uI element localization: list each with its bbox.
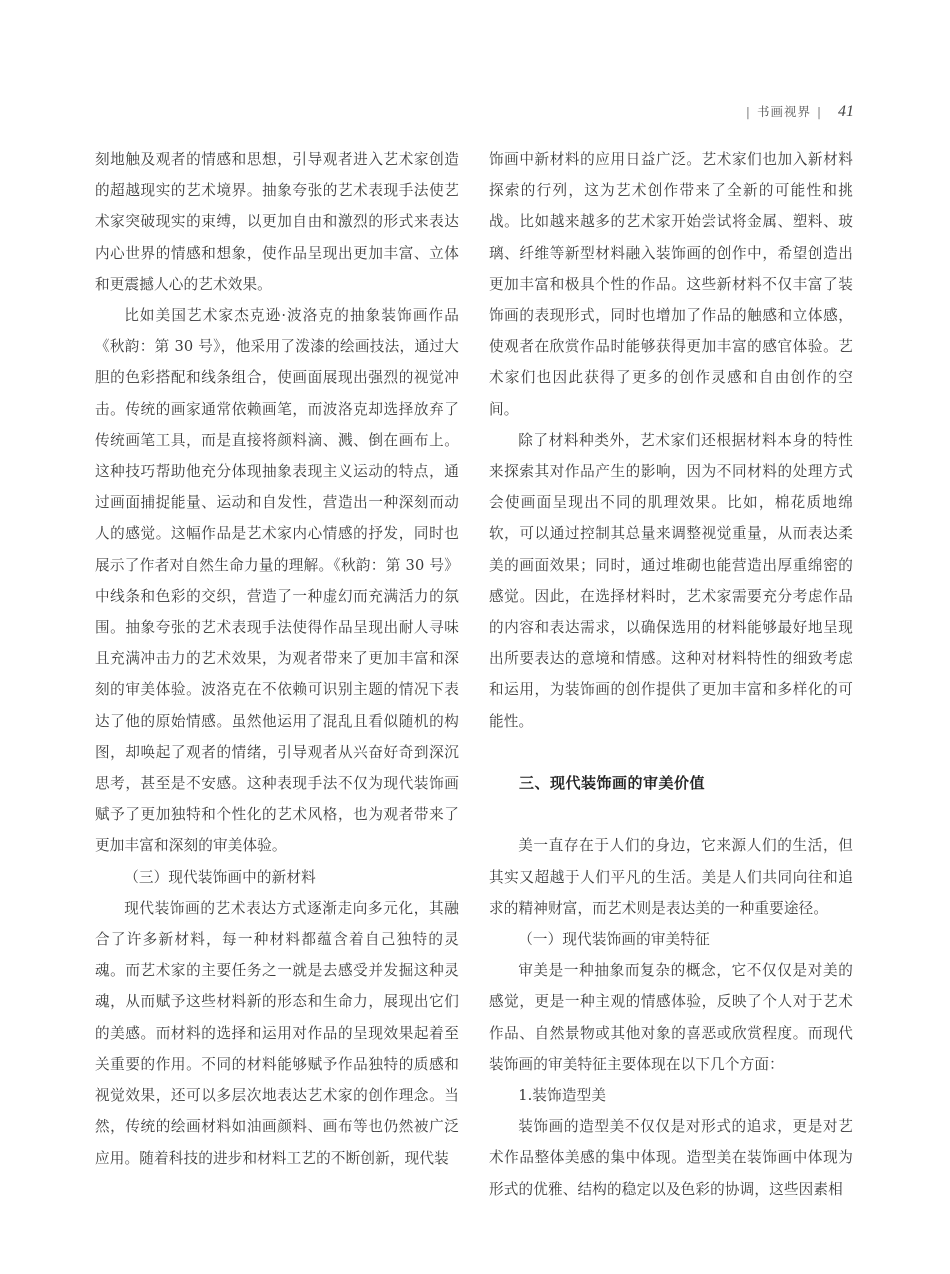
left-subheading-new-materials: （三）现代装饰画中的新材料 <box>124 868 316 886</box>
heading-spacer-bottom <box>489 799 853 830</box>
right-column <box>489 144 853 1205</box>
page-number: 41 <box>838 103 854 120</box>
left-column <box>95 144 459 1174</box>
running-header <box>746 102 854 121</box>
header-left-bar: | <box>745 105 751 119</box>
right-paragraph-1: 饰画中新材料的应用日益广泛。艺术家们也加入新材料探索的行列，这为艺术创作带来了全新的可能性和挑战。比如越来越多的艺术家开始尝试将金属、塑料、玻璃、纤维等新型材料融入装饰画的创作中，希望创造出更加丰富和极具个性的作品。这些新材料不仅丰富了装饰画的表现形式，同时也增加了作品的触感和立体感，使观者在欣赏作品时能够获得更加丰富的感官体验。艺术家们也因此获得了更多的创作灵感和自由创作的空间。 <box>489 151 853 418</box>
heading-spacer-top <box>489 737 853 768</box>
left-paragraph-3: 现代装饰画的艺术表达方式逐渐走向多元化，其融合了许多新材料，每一种材料都蕴含着自己独特的灵魂。而艺术家的主要任务之一就是去感受并发掘这种灵魂，从而赋予这些材料新的形态和生命力，展现出它们的美感。而材料的选择和运用对作品的呈现效果起着至关重要的作用。不同的材料能够赋予作品独特的质感和视觉效果，还可以多层次地表达艺术家的创作理念。当然，传统的绘画材料如油画颜料、画布等也仍然被广泛应用。随着科技的进步和材料工艺的不断创新，现代装 <box>95 899 459 1167</box>
right-paragraph-2: 除了材料种类外，艺术家们还根据材料本身的特性来探索其对作品产生的影响，因为不同材料的处理方式会使画面呈现出不同的肌理效果。比如，棉花质地绵软，可以通过控制其总量来调整视觉重量，从而表达柔美的画面效果；同时，通过堆砌也能营造出厚重绵密的感觉。因此，在选择材料时，艺术家需要充分考虑作品的内容和表达需求，以确保选用的材料能够最好地呈现出所要表达的意境和情感。这种对材料特性的细致考虑和运用，为装饰画的创作提供了更加丰富和多样化的可能性。 <box>489 431 853 730</box>
right-paragraph-3: 美一直存在于人们的身边，它来源人们的生活，但其实又超越于人们平凡的生活。美是人们共同向往和追求的精神财富，而艺术则是表达美的一种重要途径。 <box>489 837 853 917</box>
left-paragraph-2: 比如美国艺术家杰克逊·波洛克的抽象装饰画作品《秋韵：第 30 号》，他采用了泼漆的绘画技法，通过大胆的色彩搭配和线条组合，使画面展现出强烈的视觉冲击。传统的画家通常依赖画笔，而波洛克却选择放弃了传统画笔工具，而是直接将颜料滴、溅、倒在画布上。这种技巧帮助他充分体现抽象表现主义运动的特点，通过画面捕捉能量、运动和自发性，营造出一种深刻而动人的感觉。这幅作品是艺术家内心情感的抒发，同时也展示了作者对自然生命力量的理解。《秋韵：第 30 号》中线条和色彩的交织，营造了一种虚幻而充满活力的氛围。抽象夸张的艺术表现手法使得作品呈现出耐人寻味且充满冲击力的艺术效果，为观者带来了更加丰富和深刻的审美体验。波洛克在不依赖可识别主题的情况下表达了他的原始情感。虽然他运用了混乱且看似随机的构图，却唤起了观者的情绪，引导观者从兴奋好奇到深沉思考，甚至是不安感。这种表现手法不仅为现代装饰画赋予了更加独特和个性化的艺术风格，也为观者带来了更加丰富和深刻的审美体验。 <box>95 307 459 855</box>
right-subheading-aesthetic-features: （一）现代装饰画的审美特征 <box>518 931 710 949</box>
header-right-bar: | <box>816 105 822 119</box>
left-paragraph-1: 刻地触及观者的情感和思想，引导观者进入艺术家创造的超越现实的艺术境界。抽象夸张的艺术表现手法使艺术家突破现实的束缚，以更加自由和激烈的形式来表达内心世界的情感和想象，使作品呈现出更加丰富、立体和更震撼人心的艺术效果。 <box>95 151 459 293</box>
header-section-title: 书画视界 <box>756 104 811 119</box>
section-heading-aesthetic-value: 三、现代装饰画的审美价值 <box>519 774 706 793</box>
right-paragraph-4: 审美是一种抽象而复杂的概念，它不仅仅是对美的感觉，更是一种主观的情感体验，反映了个人对于艺术作品、自然景物或其他对象的喜恶或欣赏程度。而现代装饰画的审美特征主要体现在以下几个方面： <box>489 962 853 1073</box>
right-paragraph-5: 装饰画的造型美不仅仅是对形式的追求，更是对艺术作品整体美感的集中体现。造型美在装饰画中体现为形式的优雅、结构的稳定以及色彩的协调，这些因素相 <box>489 1118 853 1198</box>
right-list-item-1: 1.装饰造型美 <box>518 1087 607 1105</box>
